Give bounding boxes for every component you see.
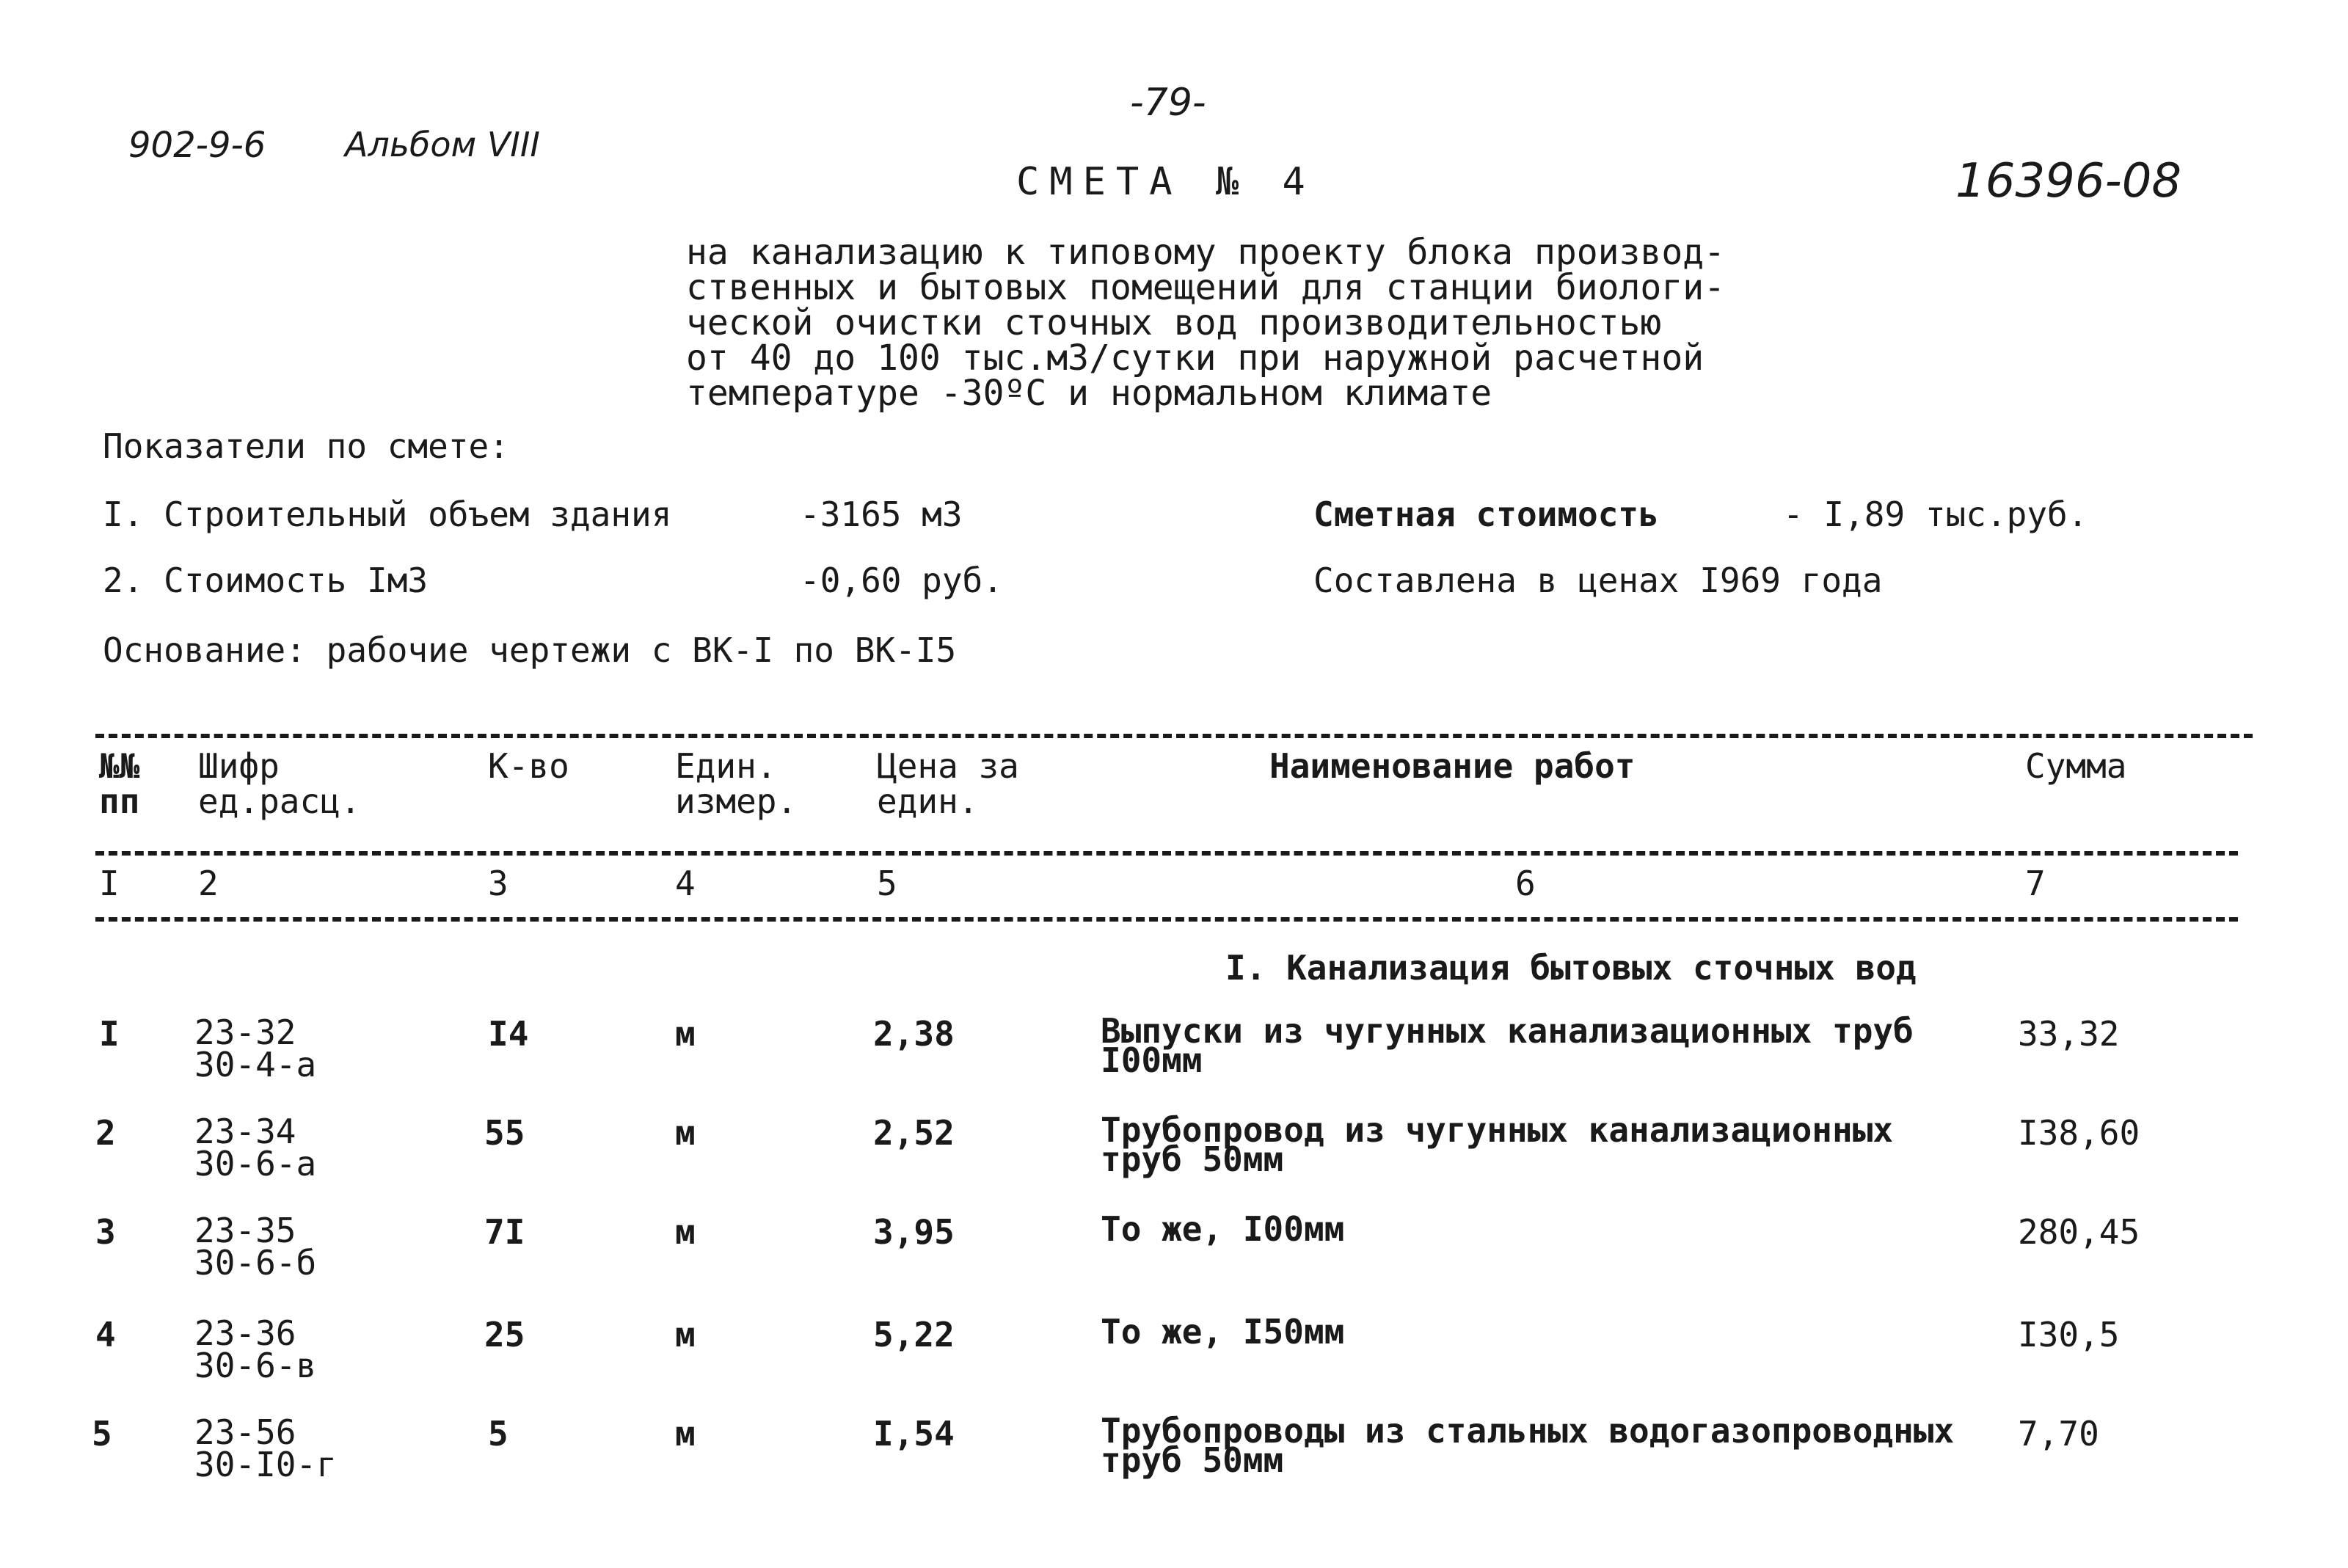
row-code: 23-35 30-6-б	[194, 1211, 317, 1283]
subtitle-line: ческой очистки сточных вод производительностью	[686, 302, 1662, 343]
row-number: 5	[92, 1414, 112, 1454]
row-unit: м	[675, 1212, 696, 1252]
prices-note: Составлена в ценах I969 года	[1313, 561, 1883, 600]
column-header-unit: Един. измер.	[675, 746, 798, 821]
row-unit: м	[675, 1014, 696, 1054]
row-unit: м	[675, 1414, 696, 1454]
indicator-value: -3165 м3	[800, 495, 963, 534]
indicator-value: -0,60 руб.	[800, 561, 1003, 600]
row-work-name: Трубопроводы из стальных водогазопроводных труб 50мм	[1101, 1411, 1955, 1480]
column-number: 7	[2025, 864, 2046, 903]
row-code: 23-36 30-6-в	[194, 1313, 317, 1385]
row-number: 3	[95, 1212, 116, 1252]
column-header-quantity: К-во	[488, 746, 569, 786]
table-rule-top	[95, 734, 2253, 738]
row-quantity: I4	[488, 1014, 529, 1054]
row-work-name: Выпуски из чугунных канализационных труб I00мм	[1101, 1011, 1914, 1080]
page-number: -79-	[1130, 81, 1206, 125]
row-price: I,54	[873, 1414, 955, 1454]
subtitle-line: ственных и бытовых помещений для станции биологи-	[686, 267, 1726, 308]
row-price: 5,22	[873, 1315, 955, 1354]
estimate-title: СМЕТА № 4	[1016, 160, 1316, 204]
row-number: 2	[95, 1113, 116, 1153]
row-work-name: То же, I00мм	[1101, 1209, 1345, 1249]
row-price: 2,52	[873, 1113, 955, 1153]
row-sum: I30,5	[2018, 1315, 2120, 1354]
column-header-number: №№ пп	[99, 746, 140, 821]
basis-note: Основание: рабочие чертежи с ВК-I по ВК-I5	[103, 630, 957, 670]
row-code: 23-32 30-4-а	[194, 1013, 317, 1084]
column-number: 3	[488, 864, 508, 903]
column-header-code: Шифр ед.расц.	[198, 746, 361, 821]
inventory-number: 16396-08	[1955, 154, 2182, 208]
row-sum: I38,60	[2018, 1113, 2140, 1153]
row-number: 4	[95, 1315, 116, 1354]
row-sum: 280,45	[2018, 1212, 2140, 1252]
column-header-price: Цена за един.	[877, 746, 1019, 821]
estimated-cost-value: - I,89 тыс.руб.	[1783, 495, 2088, 534]
row-sum: 33,32	[2018, 1014, 2120, 1054]
document-code: 902-9-6	[128, 125, 266, 166]
subtitle-line: от 40 до 100 тыс.м3/сутки при наружной расчетной	[686, 338, 1705, 379]
column-number: 2	[198, 864, 219, 903]
column-number: I	[99, 864, 120, 903]
estimated-cost-label: Сметная стоимость	[1313, 495, 1659, 534]
album-label: Альбом VIII	[345, 125, 540, 164]
row-sum: 7,70	[2018, 1414, 2099, 1454]
row-work-name: Трубопровод из чугунных канализационных труб 50мм	[1101, 1110, 1894, 1179]
column-header-sum: Сумма	[2025, 746, 2127, 786]
column-number: 4	[675, 864, 696, 903]
row-price: 2,38	[873, 1014, 955, 1054]
section-title: I. Канализация бытовых сточных вод	[1225, 948, 1917, 988]
table-rule-numbers	[95, 917, 2238, 922]
row-quantity: 25	[484, 1315, 525, 1354]
column-header-work-name: Наименование работ	[1269, 746, 1636, 786]
row-unit: м	[675, 1113, 696, 1153]
subtitle-block	[686, 232, 1726, 414]
column-number: 6	[1515, 864, 1536, 903]
column-number: 5	[877, 864, 897, 903]
row-quantity: 55	[484, 1113, 525, 1153]
row-number: I	[99, 1014, 120, 1054]
indicator-label: 2. Стоимость Iм3	[103, 561, 429, 600]
subtitle-line: температуре -30ºС и нормальном климате	[686, 373, 1492, 414]
row-code: 23-56 30-I0-г	[194, 1412, 337, 1484]
row-quantity: 5	[488, 1414, 508, 1454]
table-rule-header	[95, 851, 2238, 856]
row-price: 3,95	[873, 1212, 955, 1252]
indicator-label: I. Строительный объем здания	[103, 495, 672, 534]
subtitle-line: на канализацию к типовому проекту блока производ-	[686, 232, 1726, 273]
row-unit: м	[675, 1315, 696, 1354]
row-quantity: 7I	[484, 1212, 525, 1252]
row-code: 23-34 30-6-а	[194, 1112, 317, 1184]
indicators-heading: Показатели по смете:	[103, 426, 509, 466]
row-work-name: То же, I50мм	[1101, 1312, 1345, 1352]
